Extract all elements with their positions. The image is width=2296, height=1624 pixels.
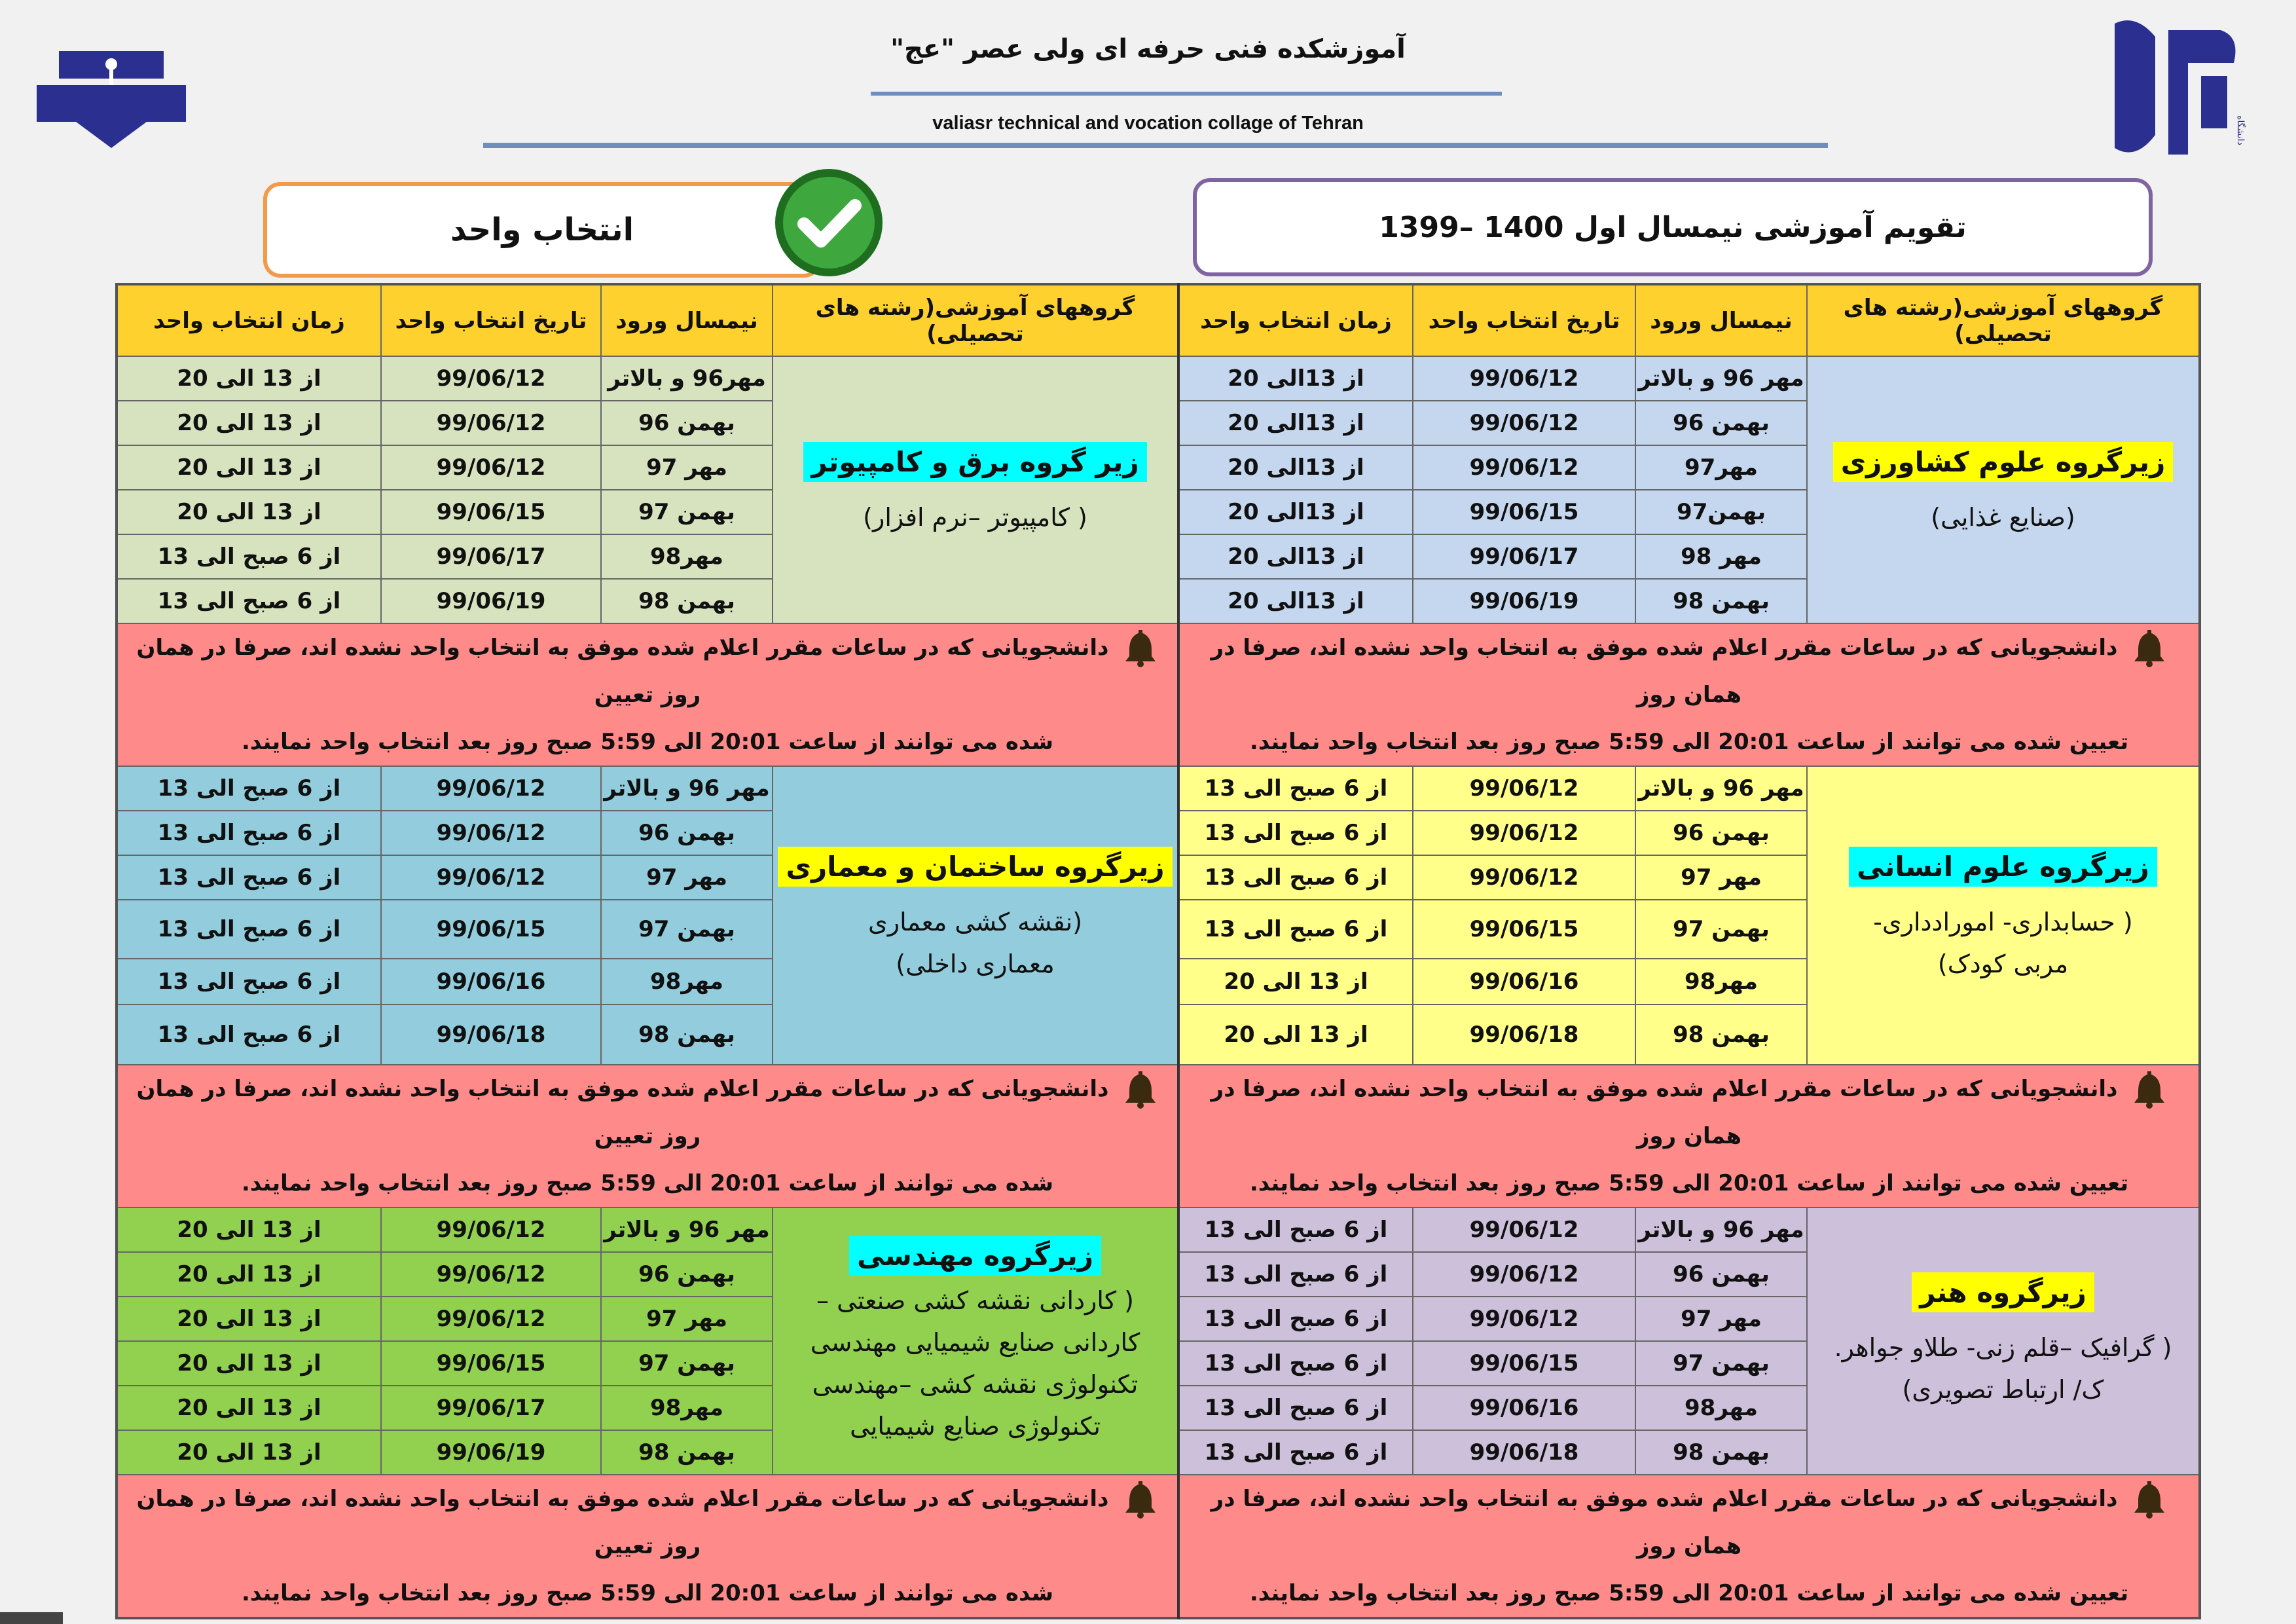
entry-cell: مهر 96 و بالاتر: [1635, 766, 1807, 811]
group-majors: تکنولوژی صنایع شیمیایی: [850, 1411, 1101, 1441]
group-name: زیرگروه مهندسی: [849, 1236, 1101, 1276]
group-majors: ک/ ارتباط تصویری): [1902, 1375, 2104, 1404]
late-selection-note: [117, 623, 1178, 766]
header-entry: نیمسال ورود: [601, 284, 773, 356]
late-selection-note: [1178, 623, 2200, 766]
entry-cell: بهمن 97: [1635, 900, 1807, 959]
entry-cell: بهمن 96: [601, 1252, 773, 1297]
group-majors: ( کامپیوتر –نرم افزار): [863, 502, 1087, 532]
time-cell: از 6 صبح الی 13: [1178, 1252, 1413, 1297]
footer-watermark: [0, 1612, 63, 1624]
entry-cell: مهر 97: [601, 855, 773, 900]
date-cell: 99/06/12: [1413, 1252, 1635, 1297]
entry-cell: بهمن 96: [1635, 1252, 1807, 1297]
time-cell: از 13 الی 20: [117, 1297, 381, 1341]
date-cell: 99/06/12: [381, 1252, 601, 1297]
entry-cell: مهر98: [601, 534, 773, 579]
date-cell: 99/06/12: [1413, 356, 1635, 401]
time-cell: از 13 الی 20: [1178, 959, 1413, 1005]
group-cell: [1807, 1208, 2200, 1475]
note-line-1: دانشجویانی که در ساعات مقرر اعلام شده موفق به انتخاب واحد نشده اند، صرفا در همان روز تعیین: [136, 635, 1109, 708]
svg-text:دانشگاه: دانشگاه: [2235, 115, 2246, 145]
late-selection-note: [1178, 1475, 2200, 1618]
group-cell: [773, 766, 1178, 1065]
date-cell: 99/06/18: [1413, 1430, 1635, 1475]
time-cell: از 6 صبح الی 13: [1178, 900, 1413, 959]
time-cell: از 6 صبح الی 13: [1178, 1386, 1413, 1430]
time-cell: از 13 الی 20: [117, 356, 381, 401]
time-cell: از 13 الی 20: [117, 445, 381, 490]
entry-cell: مهر 96 و بالاتر: [1635, 1208, 1807, 1252]
entry-cell: بهمن 96: [601, 401, 773, 445]
header-group: گروههای آموزشی(رشته های تحصیلی): [773, 284, 1178, 356]
date-cell: 99/06/17: [1413, 534, 1635, 579]
entry-cell: مهر96 و بالاتر: [601, 356, 773, 401]
date-cell: 99/06/15: [381, 900, 601, 959]
group-majors: مربی کودک): [1937, 949, 2069, 978]
group-cell: [1807, 356, 2200, 623]
header-group: گروههای آموزشی(رشته های تحصیلی): [1807, 284, 2200, 356]
calendar-title: تقویم آموزشی نیمسال اول 1400 –1399: [1193, 178, 2153, 276]
entry-cell: بهمن 97: [1635, 1341, 1807, 1386]
entry-cell: بهمن 97: [601, 1341, 773, 1386]
date-cell: 99/06/16: [1413, 959, 1635, 1005]
note-line-2: شده می توانند از ساعت 20:01 الی 5:59 صبح روز بعد انتخاب واحد نمایند.: [241, 1580, 1054, 1606]
date-cell: 99/06/12: [1413, 445, 1635, 490]
college-name-fa: آموزشکده فنی حرفه ای ولی عصر "عج": [890, 34, 1406, 64]
entry-cell: مهر98: [601, 959, 773, 1005]
date-cell: 99/06/15: [381, 1341, 601, 1386]
date-cell: 99/06/12: [1413, 1297, 1635, 1341]
group-majors: معماری داخلی): [896, 949, 1055, 978]
late-selection-note: [1178, 1065, 2200, 1208]
date-cell: 99/06/18: [1413, 1005, 1635, 1065]
entry-cell: مهر 97: [601, 1297, 773, 1341]
entry-cell: مهر 97: [1635, 855, 1807, 900]
group-majors: (صنایع غذایی): [1931, 502, 2075, 532]
entry-cell: مهر 98: [1635, 534, 1807, 579]
header-divider: [483, 143, 1828, 148]
date-cell: 99/06/15: [1413, 490, 1635, 534]
date-cell: 99/06/12: [1413, 1208, 1635, 1252]
date-cell: 99/06/18: [381, 1005, 601, 1065]
time-cell: از 13الی 20: [1178, 490, 1413, 534]
entry-cell: بهمن97: [1635, 490, 1807, 534]
date-cell: 99/06/12: [1413, 766, 1635, 811]
time-cell: از 6 صبح الی 13: [117, 766, 381, 811]
college-name-en: valiasr technical and vocation collage of Tehran: [932, 113, 1364, 134]
date-cell: 99/06/15: [381, 490, 601, 534]
group-majors: کاردانی صنایع شیمیایی مهندسی: [810, 1327, 1140, 1357]
group-majors: ( حسابداری- امورادداری-: [1873, 907, 2133, 936]
time-cell: از 13 الی 20: [117, 490, 381, 534]
entry-cell: بهمن 96: [601, 811, 773, 855]
header-date: تاریخ انتخاب واحد: [381, 284, 601, 356]
late-selection-note: [117, 1475, 1178, 1618]
entry-cell: بهمن 98: [1635, 579, 1807, 623]
time-cell: از 6 صبح الی 13: [117, 900, 381, 959]
note-line-1: دانشجویانی که در ساعات مقرر اعلام شده موفق به انتخاب واحد نشده اند، صرفا در همان روز تعیین: [136, 1486, 1109, 1559]
time-cell: از 13 الی 20: [117, 1341, 381, 1386]
date-cell: 99/06/19: [381, 1430, 601, 1475]
academic-calendar-table: [115, 283, 2201, 1619]
entry-cell: بهمن 98: [1635, 1005, 1807, 1065]
date-cell: 99/06/12: [1413, 811, 1635, 855]
entry-cell: مهر98: [1635, 959, 1807, 1005]
group-cell: [773, 356, 1178, 623]
group-name: زیرگروه علوم کشاورزی: [1833, 442, 2174, 482]
date-cell: 99/06/16: [1413, 1386, 1635, 1430]
entry-cell: مهر98: [1635, 1386, 1807, 1430]
header-time: زمان انتخاب واحد: [117, 284, 381, 356]
header-time: زمان انتخاب واحد: [1178, 284, 1413, 356]
time-cell: از 13 الی 20: [1178, 1005, 1413, 1065]
time-cell: از 13الی 20: [1178, 401, 1413, 445]
book-logo-icon: [37, 51, 186, 149]
time-cell: از 6 صبح الی 13: [117, 811, 381, 855]
note-line-2: شده می توانند از ساعت 20:01 الی 5:59 صبح روز بعد انتخاب واحد نمایند.: [241, 1170, 1054, 1196]
time-cell: از 6 صبح الی 13: [117, 579, 381, 623]
entry-cell: بهمن 97: [601, 490, 773, 534]
header-entry: نیمسال ورود: [1635, 284, 1807, 356]
entry-cell: مهر 97: [1635, 1297, 1807, 1341]
time-cell: از 6 صبح الی 13: [1178, 1341, 1413, 1386]
date-cell: 99/06/16: [381, 959, 601, 1005]
time-cell: از 6 صبح الی 13: [117, 855, 381, 900]
date-cell: 99/06/12: [1413, 401, 1635, 445]
bell-icon: [2132, 630, 2167, 668]
bell-icon: [1123, 630, 1158, 668]
time-cell: از 13 الی 20: [117, 1252, 381, 1297]
bell-icon: [2132, 1481, 2167, 1519]
date-cell: 99/06/19: [381, 579, 601, 623]
entry-cell: بهمن 97: [601, 900, 773, 959]
date-cell: 99/06/17: [381, 534, 601, 579]
date-cell: 99/06/15: [1413, 1341, 1635, 1386]
entry-cell: مهر97: [1635, 445, 1807, 490]
header-date: تاریخ انتخاب واحد: [1413, 284, 1635, 356]
time-cell: از 13 الی 20: [117, 1386, 381, 1430]
date-cell: 99/06/12: [381, 811, 601, 855]
time-cell: از 6 صبح الی 13: [117, 534, 381, 579]
group-name: زیرگروه هنر: [1912, 1272, 2094, 1312]
note-line-1: دانشجویانی که در ساعات مقرر اعلام شده موفق به انتخاب واحد نشده اند، صرفا در همان روز تعیین: [136, 1076, 1109, 1149]
date-cell: 99/06/17: [381, 1386, 601, 1430]
entry-cell: بهمن 98: [601, 1005, 773, 1065]
time-cell: از 13 الی 20: [117, 401, 381, 445]
date-cell: 99/06/12: [381, 401, 601, 445]
entry-cell: بهمن 98: [601, 579, 773, 623]
time-cell: از 6 صبح الی 13: [117, 1005, 381, 1065]
time-cell: از 6 صبح الی 13: [117, 959, 381, 1005]
time-cell: از 6 صبح الی 13: [1178, 1430, 1413, 1475]
time-cell: از 6 صبح الی 13: [1178, 811, 1413, 855]
entry-cell: مهر 97: [601, 445, 773, 490]
time-cell: از 13 الی 20: [117, 1430, 381, 1475]
note-line-2: تعیین شده می توانند از ساعت 20:01 الی 5:59 صبح روز بعد انتخاب واحد نمایند.: [1249, 1580, 2129, 1606]
entry-cell: بهمن 96: [1635, 401, 1807, 445]
university-logo-icon: [2109, 17, 2248, 162]
time-cell: از 6 صبح الی 13: [1178, 855, 1413, 900]
time-cell: از 13 الی 20: [117, 1208, 381, 1252]
time-cell: از 6 صبح الی 13: [1178, 766, 1413, 811]
header-divider: [871, 92, 1502, 96]
time-cell: از 13الی 20: [1178, 534, 1413, 579]
entry-cell: مهر 96 و بالاتر: [601, 1208, 773, 1252]
group-cell: [1807, 766, 2200, 1065]
entry-cell: مهر 96 و بالاتر: [1635, 356, 1807, 401]
date-cell: 99/06/12: [381, 1208, 601, 1252]
time-cell: از 13الی 20: [1178, 356, 1413, 401]
date-cell: 99/06/15: [1413, 900, 1635, 959]
unit-selection-title: انتخاب واحد: [263, 182, 821, 278]
group-name: زیرگروه ساختمان و معماری: [778, 847, 1172, 887]
group-majors: ( کاردانی نقشه کشی صنعتی –: [816, 1285, 1134, 1315]
time-cell: از 13الی 20: [1178, 579, 1413, 623]
note-line-2: شده می توانند از ساعت 20:01 الی 5:59 صبح روز بعد انتخاب واحد نمایند.: [241, 729, 1054, 755]
date-cell: 99/06/12: [1413, 855, 1635, 900]
date-cell: 99/06/19: [1413, 579, 1635, 623]
note-line-2: تعیین شده می توانند از ساعت 20:01 الی 5:59 صبح روز بعد انتخاب واحد نمایند.: [1249, 1170, 2129, 1196]
group-name: زیرگروه علوم انسانی: [1849, 847, 2157, 887]
note-line-1: دانشجویانی که در ساعات مقرر اعلام شده موفق به انتخاب واحد نشده اند، صرفا در همان روز: [1211, 635, 2118, 708]
bell-icon: [1123, 1071, 1158, 1109]
group-cell: [773, 1208, 1178, 1475]
entry-cell: بهمن 98: [601, 1430, 773, 1475]
group-majors: تکنولوژی نقشه کشی –مهندسی: [812, 1369, 1139, 1399]
entry-cell: مهر98: [601, 1386, 773, 1430]
note-line-1: دانشجویانی که در ساعات مقرر اعلام شده موفق به انتخاب واحد نشده اند، صرفا در همان روز: [1211, 1076, 2118, 1149]
group-majors: (نقشه کشی معماری: [867, 907, 1083, 936]
group-majors: ( گرافیک –قلم زنی- طلاو جواهر.: [1834, 1333, 2172, 1362]
note-line-1: دانشجویانی که در ساعات مقرر اعلام شده موفق به انتخاب واحد نشده اند، صرفا در همان روز: [1211, 1486, 2118, 1559]
entry-cell: بهمن 98: [1635, 1430, 1807, 1475]
entry-cell: بهمن 96: [1635, 811, 1807, 855]
note-line-2: تعیین شده می توانند از ساعت 20:01 الی 5:59 صبح روز بعد انتخاب واحد نمایند.: [1249, 729, 2129, 755]
time-cell: از 13الی 20: [1178, 445, 1413, 490]
checkmark-icon: [773, 166, 885, 279]
entry-cell: مهر 96 و بالاتر: [601, 766, 773, 811]
late-selection-note: [117, 1065, 1178, 1208]
date-cell: 99/06/12: [381, 356, 601, 401]
date-cell: 99/06/12: [381, 445, 601, 490]
group-name: زیر گروه برق و کامپیوتر: [803, 442, 1146, 482]
date-cell: 99/06/12: [381, 855, 601, 900]
time-cell: از 6 صبح الی 13: [1178, 1297, 1413, 1341]
bell-icon: [1123, 1481, 1158, 1519]
time-cell: از 6 صبح الی 13: [1178, 1208, 1413, 1252]
date-cell: 99/06/12: [381, 766, 601, 811]
bell-icon: [2132, 1071, 2167, 1109]
date-cell: 99/06/12: [381, 1297, 601, 1341]
